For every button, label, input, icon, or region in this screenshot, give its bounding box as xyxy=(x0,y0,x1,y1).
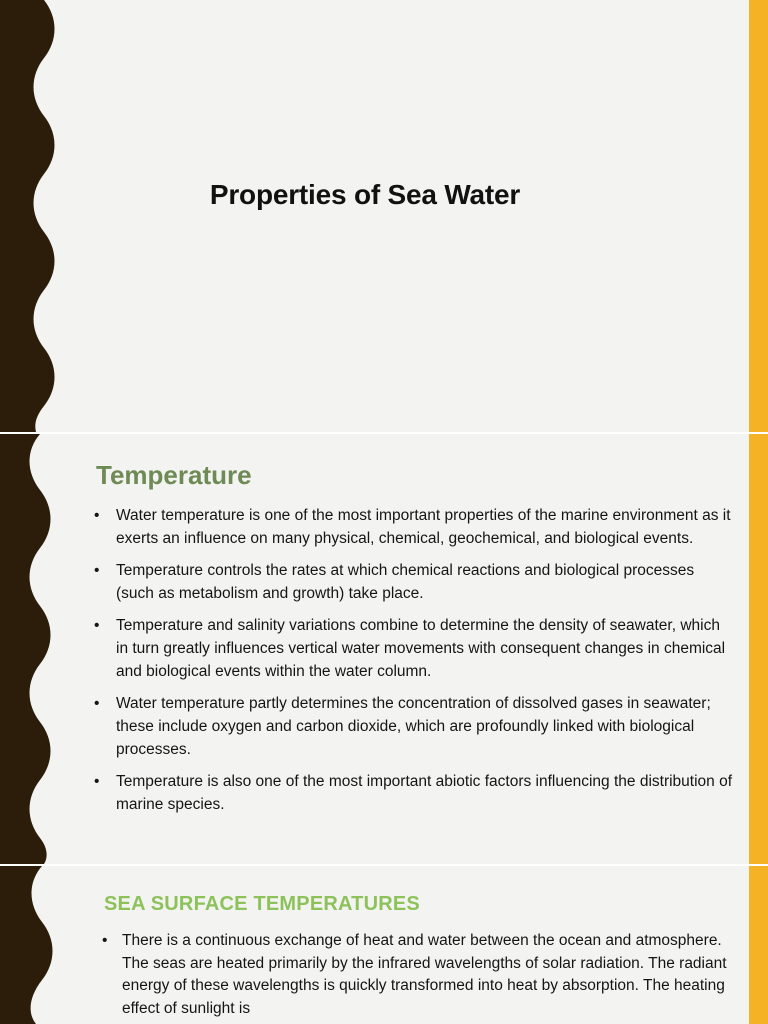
bullet-text: There is a continuous exchange of heat and water between the ocean and atmosphere. The seas are heated primarily by the infrared wavelengths of solar radiation. The radiant energy of these wavelengths is quickly transformed into heat by absorption. The heating effect of sunlight is xyxy=(122,932,727,1017)
section-heading-sea-surface-temperatures: SEA SURFACE TEMPERATURES xyxy=(104,893,420,915)
bullet-item xyxy=(92,770,734,816)
bullet-item xyxy=(100,930,730,1020)
bullet-dot-icon: • xyxy=(94,507,100,524)
wavy-border-decoration xyxy=(0,0,60,432)
bullet-text: Temperature controls the rates at which chemical reactions and biological processes (such as metabolism and growth) take place. xyxy=(116,562,695,602)
bullet-dot-icon: • xyxy=(94,773,100,790)
temperature-bullet-list xyxy=(92,504,734,825)
bullet-item xyxy=(92,692,734,761)
bullet-text: Water temperature partly determines the concentration of dissolved gases in seawater; these include oxygen and carbon dioxide, which are profoundly linked with biological processes. xyxy=(116,695,711,758)
wavy-border-shape xyxy=(0,0,55,432)
sea-surface-temperatures-slide xyxy=(0,866,768,1024)
bullet-text: Temperature is also one of the most important abiotic factors influencing the distribution of marine species. xyxy=(116,773,733,813)
bullet-dot-icon: • xyxy=(94,617,100,634)
temperature-slide xyxy=(0,434,768,864)
bullet-item xyxy=(92,504,734,550)
bullet-item xyxy=(92,614,734,683)
title-slide xyxy=(0,0,768,432)
section-heading-temperature: Temperature xyxy=(96,460,252,490)
bullet-dot-icon: • xyxy=(102,932,108,949)
sst-bullet-list xyxy=(100,930,730,1020)
wavy-border-shape xyxy=(0,866,53,1024)
slide-title: Properties of Sea Water xyxy=(209,178,521,210)
bullet-item xyxy=(92,559,734,605)
bullet-dot-icon: • xyxy=(94,562,100,579)
wavy-border-shape xyxy=(0,434,51,864)
gold-accent-bar xyxy=(749,866,768,1024)
gold-accent-bar xyxy=(749,0,768,432)
bullet-dot-icon: • xyxy=(94,695,100,712)
gold-accent-bar xyxy=(749,434,768,864)
bullet-text: Temperature and salinity variations combine to determine the density of seawater, which in turn greatly influences vertical water movements with consequent changes in chemical and biological events within the water column. xyxy=(116,617,726,680)
wavy-border-decoration xyxy=(0,434,60,864)
wavy-border-decoration xyxy=(0,866,60,1024)
bullet-text: Water temperature is one of the most important properties of the marine environment as it exerts an influence on many physical, chemical, geochemical, and biological events. xyxy=(116,507,731,547)
